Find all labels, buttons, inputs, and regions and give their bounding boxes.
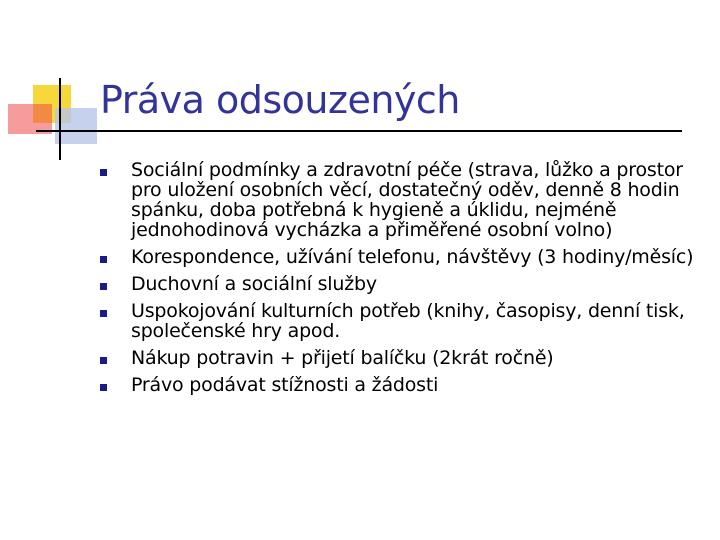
slide-title: Práva odsouzených bbox=[100, 78, 460, 122]
square-bullet-icon bbox=[100, 357, 107, 364]
list-item bbox=[100, 301, 700, 341]
list-item bbox=[100, 160, 700, 240]
list-item-text: Korespondence, užívání telefonu, návštěvy (3 hodiny/měsíc) bbox=[131, 246, 694, 268]
square-bullet-icon bbox=[100, 283, 107, 290]
square-bullet-icon bbox=[100, 169, 107, 176]
list-item-text: Právo podávat stížnosti a žádosti bbox=[131, 374, 439, 396]
list-item-text: Duchovní a sociální služby bbox=[131, 273, 377, 295]
square-bullet-icon bbox=[100, 384, 107, 391]
square-bullet-icon bbox=[100, 256, 107, 263]
list-item bbox=[100, 375, 700, 395]
blue-square bbox=[55, 108, 97, 144]
red-square bbox=[8, 104, 52, 134]
decorative-squares bbox=[0, 0, 110, 170]
square-bullet-icon bbox=[100, 310, 107, 317]
list-item bbox=[100, 247, 700, 267]
list-item-text: Nákup potravin + přijetí balíčku (2krát ročně) bbox=[131, 347, 554, 369]
bullet-list bbox=[100, 160, 700, 402]
title-underline bbox=[62, 130, 682, 132]
list-item-text: Sociální podmínky a zdravotní péče (strava, lůžko a prostor pro uložení osobních věcí, dostatečný oděv, denně 8 hodin spánku, doba potřebná k hygieně a úklidu, nejméně jednohodinová vycházka a přiměřené osobní volno) bbox=[131, 159, 683, 241]
list-item-text: Uspokojování kulturních potřeb (knihy, časopisy, denní tisk, společenské hry apod. bbox=[131, 300, 685, 342]
list-item bbox=[100, 274, 700, 294]
list-item bbox=[100, 348, 700, 368]
